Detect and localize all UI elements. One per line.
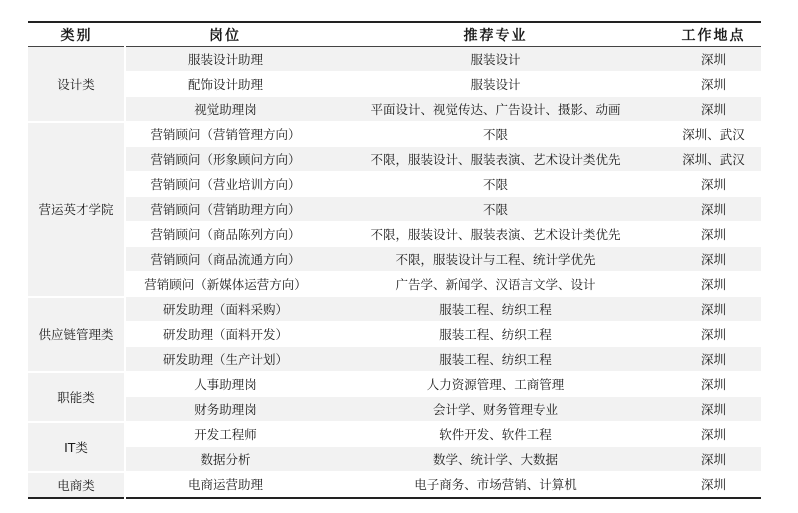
major-cell: 服装设计 xyxy=(325,47,666,72)
location-cell: 深圳 xyxy=(666,222,761,247)
major-cell: 服装工程、纺织工程 xyxy=(325,297,666,322)
location-cell: 深圳 xyxy=(666,447,761,472)
location-cell: 深圳 xyxy=(666,422,761,447)
position-cell: 配饰设计助理 xyxy=(125,72,325,97)
location-cell: 深圳 xyxy=(666,347,761,372)
location-cell: 深圳、武汉 xyxy=(666,122,761,147)
major-cell: 不限 xyxy=(325,197,666,222)
location-cell: 深圳 xyxy=(666,97,761,122)
major-cell: 人力资源管理、工商管理 xyxy=(325,372,666,397)
location-cell: 深圳 xyxy=(666,197,761,222)
position-cell: 电商运营助理 xyxy=(125,472,325,498)
table-row xyxy=(28,397,761,422)
position-cell: 人事助理岗 xyxy=(125,372,325,397)
location-cell: 深圳 xyxy=(666,472,761,498)
major-cell: 广告学、新闻学、汉语言文学、设计 xyxy=(325,272,666,297)
major-cell: 不限 xyxy=(325,122,666,147)
category-cell: 营运英才学院 xyxy=(28,122,125,297)
location-cell: 深圳 xyxy=(666,47,761,72)
major-cell: 服装设计 xyxy=(325,72,666,97)
table-row xyxy=(28,297,761,322)
position-cell: 研发助理（生产计划） xyxy=(125,347,325,372)
category-cell: IT类 xyxy=(28,422,125,472)
header-row xyxy=(28,22,761,47)
location-cell: 深圳 xyxy=(666,297,761,322)
location-cell: 深圳 xyxy=(666,72,761,97)
header-major: 推荐专业 xyxy=(325,22,666,47)
position-cell: 视觉助理岗 xyxy=(125,97,325,122)
table-body xyxy=(28,47,761,498)
location-cell: 深圳 xyxy=(666,272,761,297)
position-cell: 数据分析 xyxy=(125,447,325,472)
header-location: 工作地点 xyxy=(666,22,761,47)
category-cell: 供应链管理类 xyxy=(28,297,125,372)
location-cell: 深圳 xyxy=(666,322,761,347)
header-position: 岗位 xyxy=(125,22,325,47)
table-row xyxy=(28,347,761,372)
location-cell: 深圳 xyxy=(666,397,761,422)
location-cell: 深圳 xyxy=(666,172,761,197)
table-row xyxy=(28,322,761,347)
header-category: 类别 xyxy=(28,22,125,47)
position-cell: 营销顾问（营业培训方向） xyxy=(125,172,325,197)
table-row xyxy=(28,97,761,122)
major-cell: 会计学、财务管理专业 xyxy=(325,397,666,422)
job-table xyxy=(28,21,761,499)
major-cell: 不限，服装设计、服装表演、艺术设计类优先 xyxy=(325,222,666,247)
category-cell: 电商类 xyxy=(28,472,125,498)
position-cell: 营销顾问（营销管理方向） xyxy=(125,122,325,147)
major-cell: 平面设计、视觉传达、广告设计、摄影、动画 xyxy=(325,97,666,122)
table-row xyxy=(28,372,761,397)
position-cell: 开发工程师 xyxy=(125,422,325,447)
position-cell: 财务助理岗 xyxy=(125,397,325,422)
position-cell: 研发助理（面料开发） xyxy=(125,322,325,347)
major-cell: 服装工程、纺织工程 xyxy=(325,347,666,372)
table-row xyxy=(28,72,761,97)
location-cell: 深圳 xyxy=(666,372,761,397)
major-cell: 软件开发、软件工程 xyxy=(325,422,666,447)
major-cell: 不限，服装设计、服装表演、艺术设计类优先 xyxy=(325,147,666,172)
location-cell: 深圳、武汉 xyxy=(666,147,761,172)
major-cell: 数学、统计学、大数据 xyxy=(325,447,666,472)
table-row xyxy=(28,222,761,247)
position-cell: 营销顾问（商品陈列方向） xyxy=(125,222,325,247)
table-row xyxy=(28,197,761,222)
position-cell: 营销顾问（营销助理方向） xyxy=(125,197,325,222)
table-row xyxy=(28,172,761,197)
table-row xyxy=(28,422,761,447)
position-cell: 研发助理（面料采购） xyxy=(125,297,325,322)
category-cell: 职能类 xyxy=(28,372,125,422)
table-row xyxy=(28,47,761,72)
major-cell: 不限 xyxy=(325,172,666,197)
table-row xyxy=(28,247,761,272)
position-cell: 营销顾问（新媒体运营方向） xyxy=(125,272,325,297)
table-row xyxy=(28,122,761,147)
major-cell: 电子商务、市场营销、计算机 xyxy=(325,472,666,498)
category-cell: 设计类 xyxy=(28,47,125,122)
table-row xyxy=(28,147,761,172)
location-cell: 深圳 xyxy=(666,247,761,272)
position-cell: 服装设计助理 xyxy=(125,47,325,72)
major-cell: 不限，服装设计与工程、统计学优先 xyxy=(325,247,666,272)
major-cell: 服装工程、纺织工程 xyxy=(325,322,666,347)
table-row xyxy=(28,272,761,297)
position-cell: 营销顾问（商品流通方向） xyxy=(125,247,325,272)
table-row xyxy=(28,472,761,498)
position-cell: 营销顾问（形象顾问方向） xyxy=(125,147,325,172)
table-row xyxy=(28,447,761,472)
